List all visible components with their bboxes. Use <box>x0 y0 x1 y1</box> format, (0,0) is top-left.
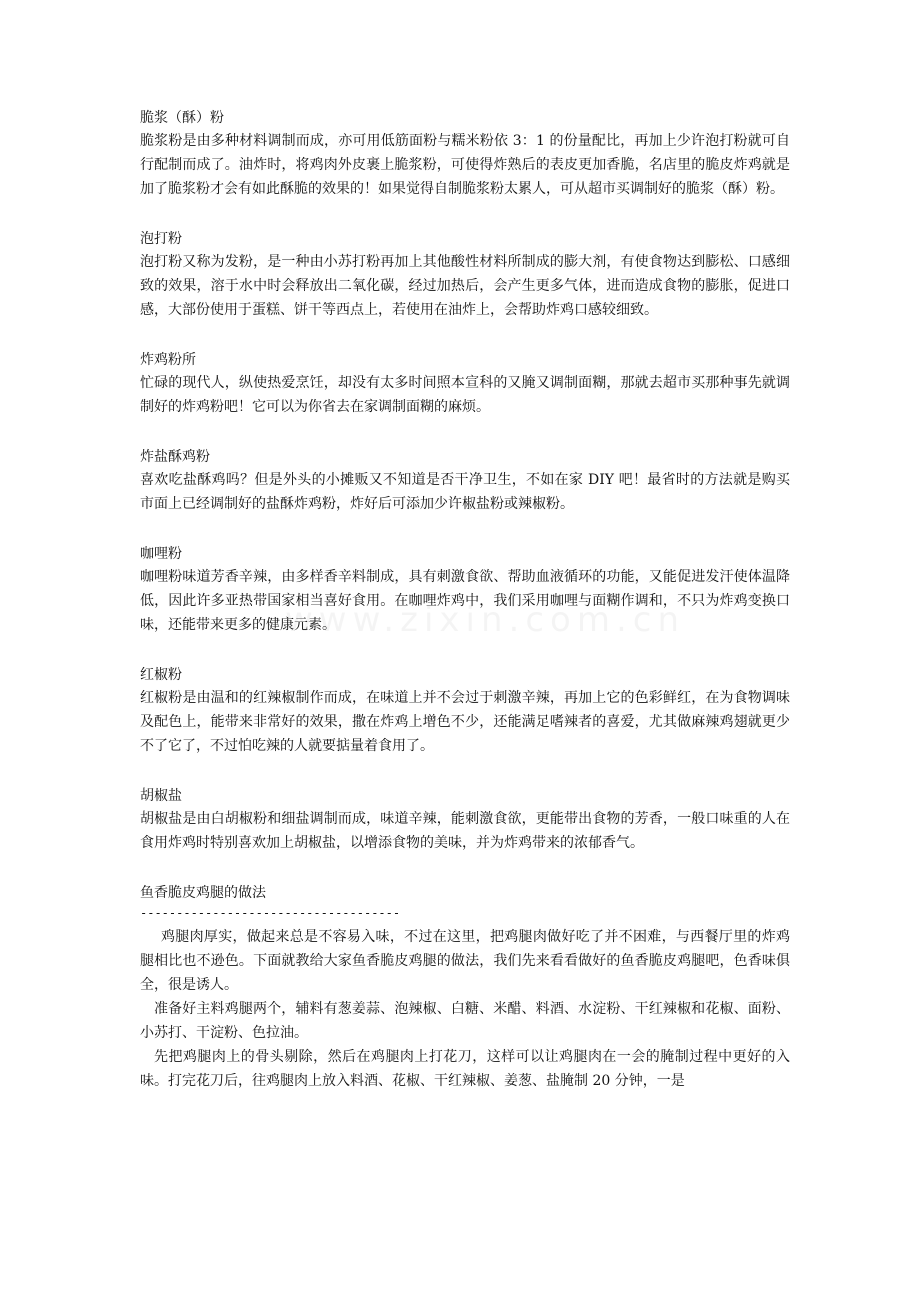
section-paoda-fen <box>140 229 790 322</box>
document-body <box>140 108 790 1093</box>
section-paragraph: 喜欢吃盐酥鸡吗？但是外头的小摊贩又不知道是否干净卫生，不如在家 DIY 吧！最省时的方法就是购买市面上已经调制好的盐酥炸鸡粉，炸好后可添加少许椒盐粉或辣椒粉。 <box>140 472 790 512</box>
section-heading: 胡椒盐 <box>140 788 182 804</box>
section-paragraph: 咖哩粉味道芳香辛辣，由多样香辛料制成，具有刺激食欲、帮助血液循环的功能，又能促进发汗使体温降低，因此许多亚热带国家相当喜好食用。在咖哩炸鸡中，我们采用咖哩与面糊作调和，不只为炸鸡变换口味，还能带来更多的健康元素。 <box>140 569 790 633</box>
divider-line: ------------------------------------ <box>140 906 401 920</box>
recipe-section <box>140 883 790 1093</box>
recipe-title: 鱼香脆皮鸡腿的做法 <box>140 885 266 901</box>
section-heading: 炸鸡粉所 <box>140 352 196 368</box>
recipe-paragraph-ingredients: 准备好主料鸡腿两个，辅料有葱姜蒜、泡辣椒、白糖、米醋、料酒、水淀粉、干红辣椒和花椒、面粉、小苏打、干淀粉、色拉油。 <box>140 1001 790 1041</box>
section-heading: 咖哩粉 <box>140 546 182 562</box>
section-heading: 炸盐酥鸡粉 <box>140 449 210 465</box>
section-zhaji-fen <box>140 350 790 419</box>
section-heading: 泡打粉 <box>140 231 182 247</box>
section-hongjiao-fen <box>140 665 790 758</box>
section-paragraph: 胡椒盐是由白胡椒粉和细盐调制而成，味道辛辣，能刺激食欲，更能带出食物的芳香，一般口味重的人在食用炸鸡时特别喜欢加上胡椒盐，以增添食物的美味，并为炸鸡带来的浓郁香气。 <box>140 811 790 851</box>
section-paragraph: 红椒粉是由温和的红辣椒制作而成，在味道上并不会过于刺激辛辣，再加上它的色彩鲜红，在为食物调味及配色上，能带来非常好的效果，撒在炸鸡上增色不少，还能满足嗜辣者的喜爱，尤其做麻辣鸡翅就更少不了它了，不过怕吃辣的人就要掂量着食用了。 <box>140 690 790 754</box>
recipe-paragraph-steps: 先把鸡腿肉上的骨头剔除，然后在鸡腿肉上打花刀，这样可以让鸡腿肉在一会的腌制过程中更好的入味。打完花刀后，往鸡腿肉上放入料酒、花椒、干红辣椒、姜葱、盐腌制 20 分钟，一是 <box>140 1049 790 1089</box>
section-heading: 红椒粉 <box>140 667 182 683</box>
section-heading: 脆浆（酥）粉 <box>140 110 224 126</box>
section-yansuji-fen <box>140 447 790 516</box>
section-paragraph: 脆浆粉是由多种材料调制而成，亦可用低筋面粉与糯米粉依 3：1 的份量配比，再加上少许泡打粉就可自行配制而成了。油炸时，将鸡肉外皮裹上脆浆粉，可使得炸熟后的表皮更加香脆，名店里的脆皮炸鸡就是加了脆浆粉才会有如此酥脆的效果的！如果觉得自制脆浆粉太累人，可从超市买调制好的脆浆（酥）粉。 <box>140 133 790 197</box>
section-paragraph: 忙碌的现代人，纵使热爱烹饪，却没有太多时间照本宣科的又腌又调制面糊，那就去超市买那种事先就调制好的炸鸡粉吧！它可以为你省去在家调制面糊的麻烦。 <box>140 375 790 415</box>
section-paragraph: 泡打粉又称为发粉，是一种由小苏打粉再加上其他酸性材料所制成的膨大剂，有使食物达到膨松、口感细致的效果，溶于水中时会释放出二氧化碳，经过加热后，会产生更多气体，进而造成食物的膨胀，促进口感，大部份使用于蛋糕、饼干等西点上，若使用在油炸上，会帮助炸鸡口感较细致。 <box>140 254 790 318</box>
section-hujiao-yan <box>140 786 790 855</box>
section-gali-fen <box>140 544 790 637</box>
recipe-paragraph-intro: 鸡腿肉厚实，做起来总是不容易入味，不过在这里，把鸡腿肉做好吃了并不困难，与西餐厅里的炸鸡腿相比也不逊色。下面就教给大家鱼香脆皮鸡腿的做法，我们先来看看做好的鱼香脆皮鸡腿吧，色香味俱全，很是诱人。 <box>140 929 790 993</box>
section-cuijiang-fen <box>140 108 790 201</box>
